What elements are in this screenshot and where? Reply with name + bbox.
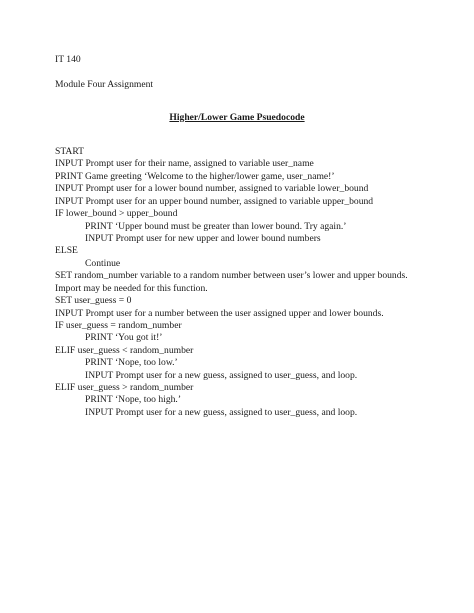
pseudocode-line: Continue — [85, 258, 121, 269]
pseudocode-line: PRINT ‘Nope, too high.’ — [85, 394, 182, 405]
pseudocode-line: INPUT Prompt user for a new guess, assigned to user_guess, and loop. — [85, 370, 358, 381]
pseudocode-line: PRINT ‘You got it!’ — [85, 332, 163, 343]
pseudocode-line: INPUT Prompt user for a number between the user assigned upper and lower bounds. — [55, 308, 384, 319]
pseudocode-line: ELIF user_guess > random_number — [55, 382, 194, 393]
pseudocode-line: INPUT Prompt user for a new guess, assigned to user_guess, and loop. — [85, 407, 358, 418]
pseudocode-line: SET random_number variable to a random number between user’s lower and upper bounds. — [55, 270, 408, 281]
pseudocode-line: PRINT ‘Nope, too low.’ — [85, 357, 178, 368]
pseudocode-line: INPUT Prompt user for their name, assigned to variable user_name — [55, 158, 314, 169]
pseudocode-line: INPUT Prompt user for a lower bound number, assigned to variable lower_bound — [55, 183, 369, 194]
course-code: IT 140 — [55, 54, 81, 65]
pseudocode-line: Import may be needed for this function. — [55, 283, 208, 294]
pseudocode-line: INPUT Prompt user for new upper and lower bound numbers — [85, 233, 321, 244]
pseudocode-line: START — [55, 146, 85, 157]
pseudocode-line: ELSE — [55, 245, 78, 256]
pseudocode-line: IF user_guess = random_number — [55, 320, 182, 331]
assignment-name: Module Four Assignment — [55, 79, 154, 90]
pseudocode-line: SET user_guess = 0 — [55, 295, 132, 306]
pseudocode-line: PRINT Game greeting ‘Welcome to the higher/lower game, user_name!’ — [55, 171, 335, 182]
pseudocode-line: ELIF user_guess < random_number — [55, 345, 194, 356]
pseudocode-line: INPUT Prompt user for an upper bound number, assigned to variable upper_bound — [55, 196, 374, 207]
pseudocode-line: IF lower_bound > upper_bound — [55, 208, 178, 219]
pseudocode-line: PRINT ‘Upper bound must be greater than lower bound. Try again.’ — [85, 221, 347, 232]
document-title: Higher/Lower Game Psuedocode — [169, 112, 305, 123]
